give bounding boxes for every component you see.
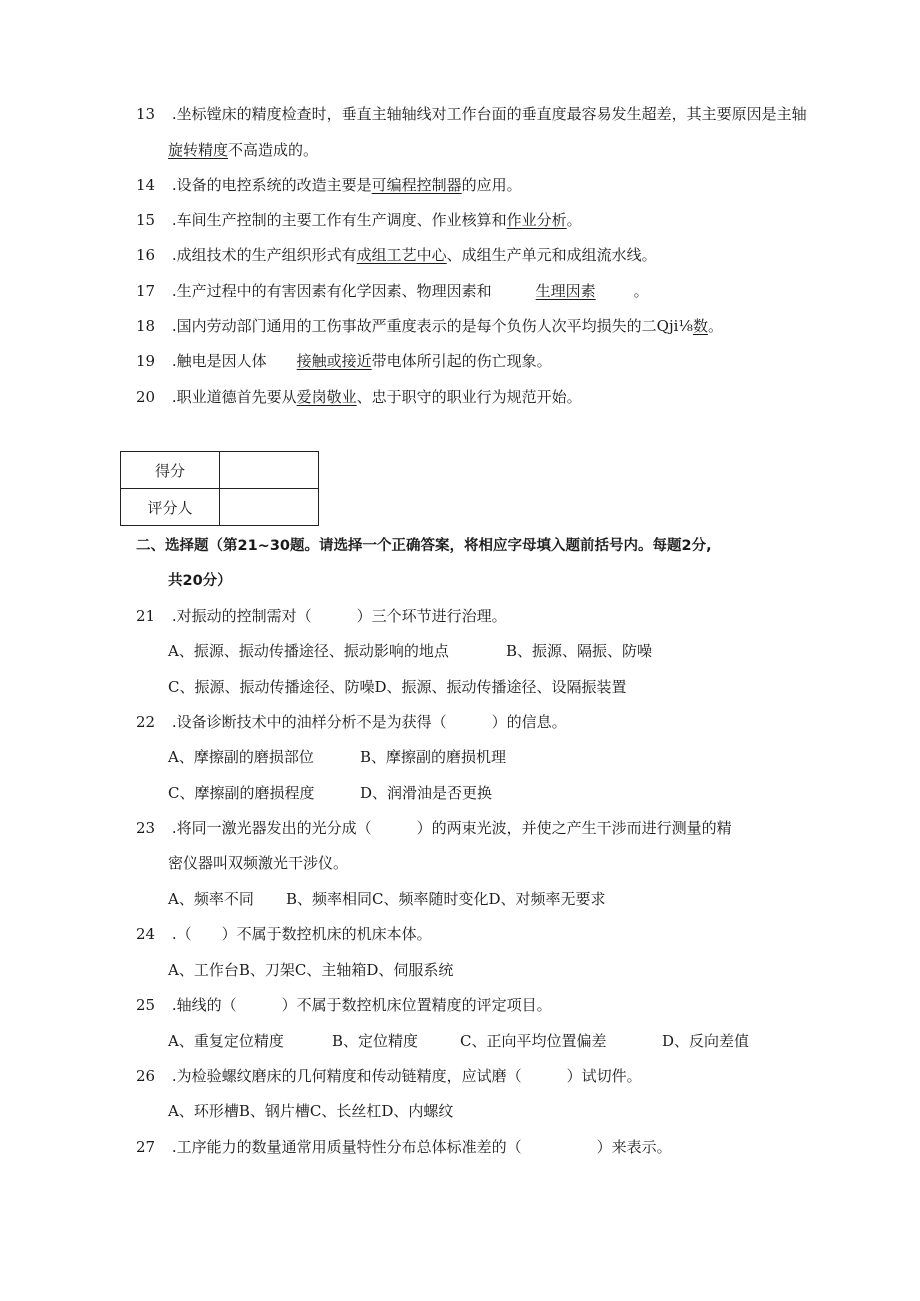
option-bcd: B、频率相同C、频率随时变化D、对频率无要求 <box>286 890 606 908</box>
question-14 <box>136 175 522 195</box>
score-label: 得分 <box>121 452 220 489</box>
question-text: .车间生产控制的主要工作有生产调度、作业核算和 <box>171 211 507 229</box>
question-text: .（ ）不属于数控机床的机床本体。 <box>171 925 432 943</box>
question-text: .对振动的控制需对（ ）三个环节进行治理。 <box>171 607 507 625</box>
question-26 <box>136 1066 642 1086</box>
question-number: 18 <box>136 317 156 335</box>
question-text: 。 <box>633 282 649 300</box>
question-23-continuation: 密仪器叫双频激光干涉仪。 <box>168 854 349 872</box>
question-text: .成组技术的生产组织形式有 <box>171 246 357 264</box>
option-cd: C、振源、振动传播途径、防噪D、振源、振动传播途径、设隔振装置 <box>168 678 627 696</box>
option-b: B、定位精度 <box>332 1032 419 1050</box>
question-13-continuation <box>168 140 318 160</box>
answer-underlined: 可编程控制器 <box>371 176 462 194</box>
option-abcd: A、环形槽B、钢片槽C、长丝杠D、内螺纹 <box>168 1102 454 1120</box>
question-text: .轴线的（ ）不属于数控机床位置精度的评定项目。 <box>171 996 552 1014</box>
answer-underlined: 作业分析 <box>506 211 567 229</box>
question-16 <box>136 245 657 265</box>
question-text: 不高造成的。 <box>228 141 319 159</box>
question-text: 带电体所引起的伤亡现象。 <box>371 352 552 370</box>
question-text: 的应用。 <box>461 176 522 194</box>
question-25 <box>136 995 552 1015</box>
question-text: .为检验螺纹磨床的几何精度和传动链精度，应试磨（ ）试切件。 <box>171 1067 642 1085</box>
question-text: 、成组生产单元和成组流水线。 <box>446 246 657 264</box>
question-number: 21 <box>136 607 156 625</box>
answer-underlined: 接触或接近 <box>296 352 372 370</box>
question-text: .职业道德首先要从 <box>171 388 297 406</box>
question-15 <box>136 210 582 230</box>
question-number: 13 <box>136 105 156 123</box>
option-b: B、摩擦副的磨损机理 <box>360 748 507 766</box>
option-d: D、润滑油是否更换 <box>360 784 493 802</box>
question-number: 24 <box>136 925 156 943</box>
answer-underlined: 数 <box>692 317 708 335</box>
question-text: .将同一激光器发出的光分成（ ）的两束光波，并使之产生干涉而进行测量的精 <box>171 819 732 837</box>
question-number: 19 <box>136 352 156 370</box>
option-c: C、摩擦副的磨损程度 <box>168 784 315 802</box>
question-number: 15 <box>136 211 156 229</box>
question-text: .设备的电控系统的改造主要是 <box>171 176 372 194</box>
question-22 <box>136 712 567 732</box>
question-13 <box>136 104 807 124</box>
option-b: B、振源、隔振、防噪 <box>506 642 653 660</box>
question-text: 。 <box>566 211 582 229</box>
question-text: .工序能力的数量通常用质量特性分布总体标准差的（ ）来表示。 <box>171 1138 672 1156</box>
question-24 <box>136 924 432 944</box>
option-d: D、反向差值 <box>662 1032 750 1050</box>
question-23 <box>136 818 732 838</box>
option-c: C、正向平均位置偏差 <box>460 1032 607 1050</box>
score-value-cell[interactable] <box>220 452 319 489</box>
option-a: A、频率不同 <box>168 890 254 908</box>
question-17 <box>136 281 649 301</box>
question-text: .坐标镗床的精度检查时，垂直主轴轴线对工作台面的垂直度最容易发生超差，其主要原因是主轴 <box>171 105 807 123</box>
question-21 <box>136 606 507 626</box>
question-text: .国内劳动部门通用的工伤事故严重度表示的是每个负伤人次平均损失的二Qji⅛ <box>171 317 693 335</box>
question-number: 25 <box>136 996 156 1014</box>
question-text: 、忠于职守的职业行为规范开始。 <box>356 388 582 406</box>
answer-underlined: 成组工艺中心 <box>356 246 447 264</box>
option-a: A、振源、振动传播途径、振动影响的地点 <box>168 642 449 660</box>
answer-underlined: 生理因素 <box>535 282 596 300</box>
grader-label: 评分人 <box>121 489 220 526</box>
question-27 <box>136 1137 672 1157</box>
option-abcd: A、工作台B、刀架C、主轴箱D、伺服系统 <box>168 961 454 979</box>
question-number: 22 <box>136 713 156 731</box>
question-number: 16 <box>136 246 156 264</box>
question-number: 20 <box>136 388 156 406</box>
question-number: 14 <box>136 176 156 194</box>
grader-value-cell[interactable] <box>220 489 319 526</box>
question-text: 。 <box>707 317 723 335</box>
option-a: A、摩擦副的磨损部位 <box>168 748 314 766</box>
question-number: 27 <box>136 1138 156 1156</box>
question-19 <box>136 351 552 371</box>
question-20 <box>136 387 582 407</box>
question-text: .生产过程中的有害因素有化学因素、物理因素和 <box>171 282 492 300</box>
section-title-continuation: 共20分） <box>168 573 232 589</box>
question-number: 26 <box>136 1067 156 1085</box>
question-text: .触电是因人体 <box>171 352 267 370</box>
question-number: 17 <box>136 282 156 300</box>
answer-underlined: 旋转精度 <box>168 141 229 159</box>
option-a: A、重复定位精度 <box>168 1032 284 1050</box>
question-number: 23 <box>136 819 156 837</box>
answer-underlined: 爱岗敬业 <box>296 388 357 406</box>
section-title: 二、选择题（第21~30题。请选择一个正确答案，将相应字母填入题前括号内。每题2分, <box>136 538 712 554</box>
question-18 <box>136 316 723 336</box>
question-text: .设备诊断技术中的油样分析不是为获得（ ）的信息。 <box>171 713 567 731</box>
score-table <box>120 451 319 526</box>
